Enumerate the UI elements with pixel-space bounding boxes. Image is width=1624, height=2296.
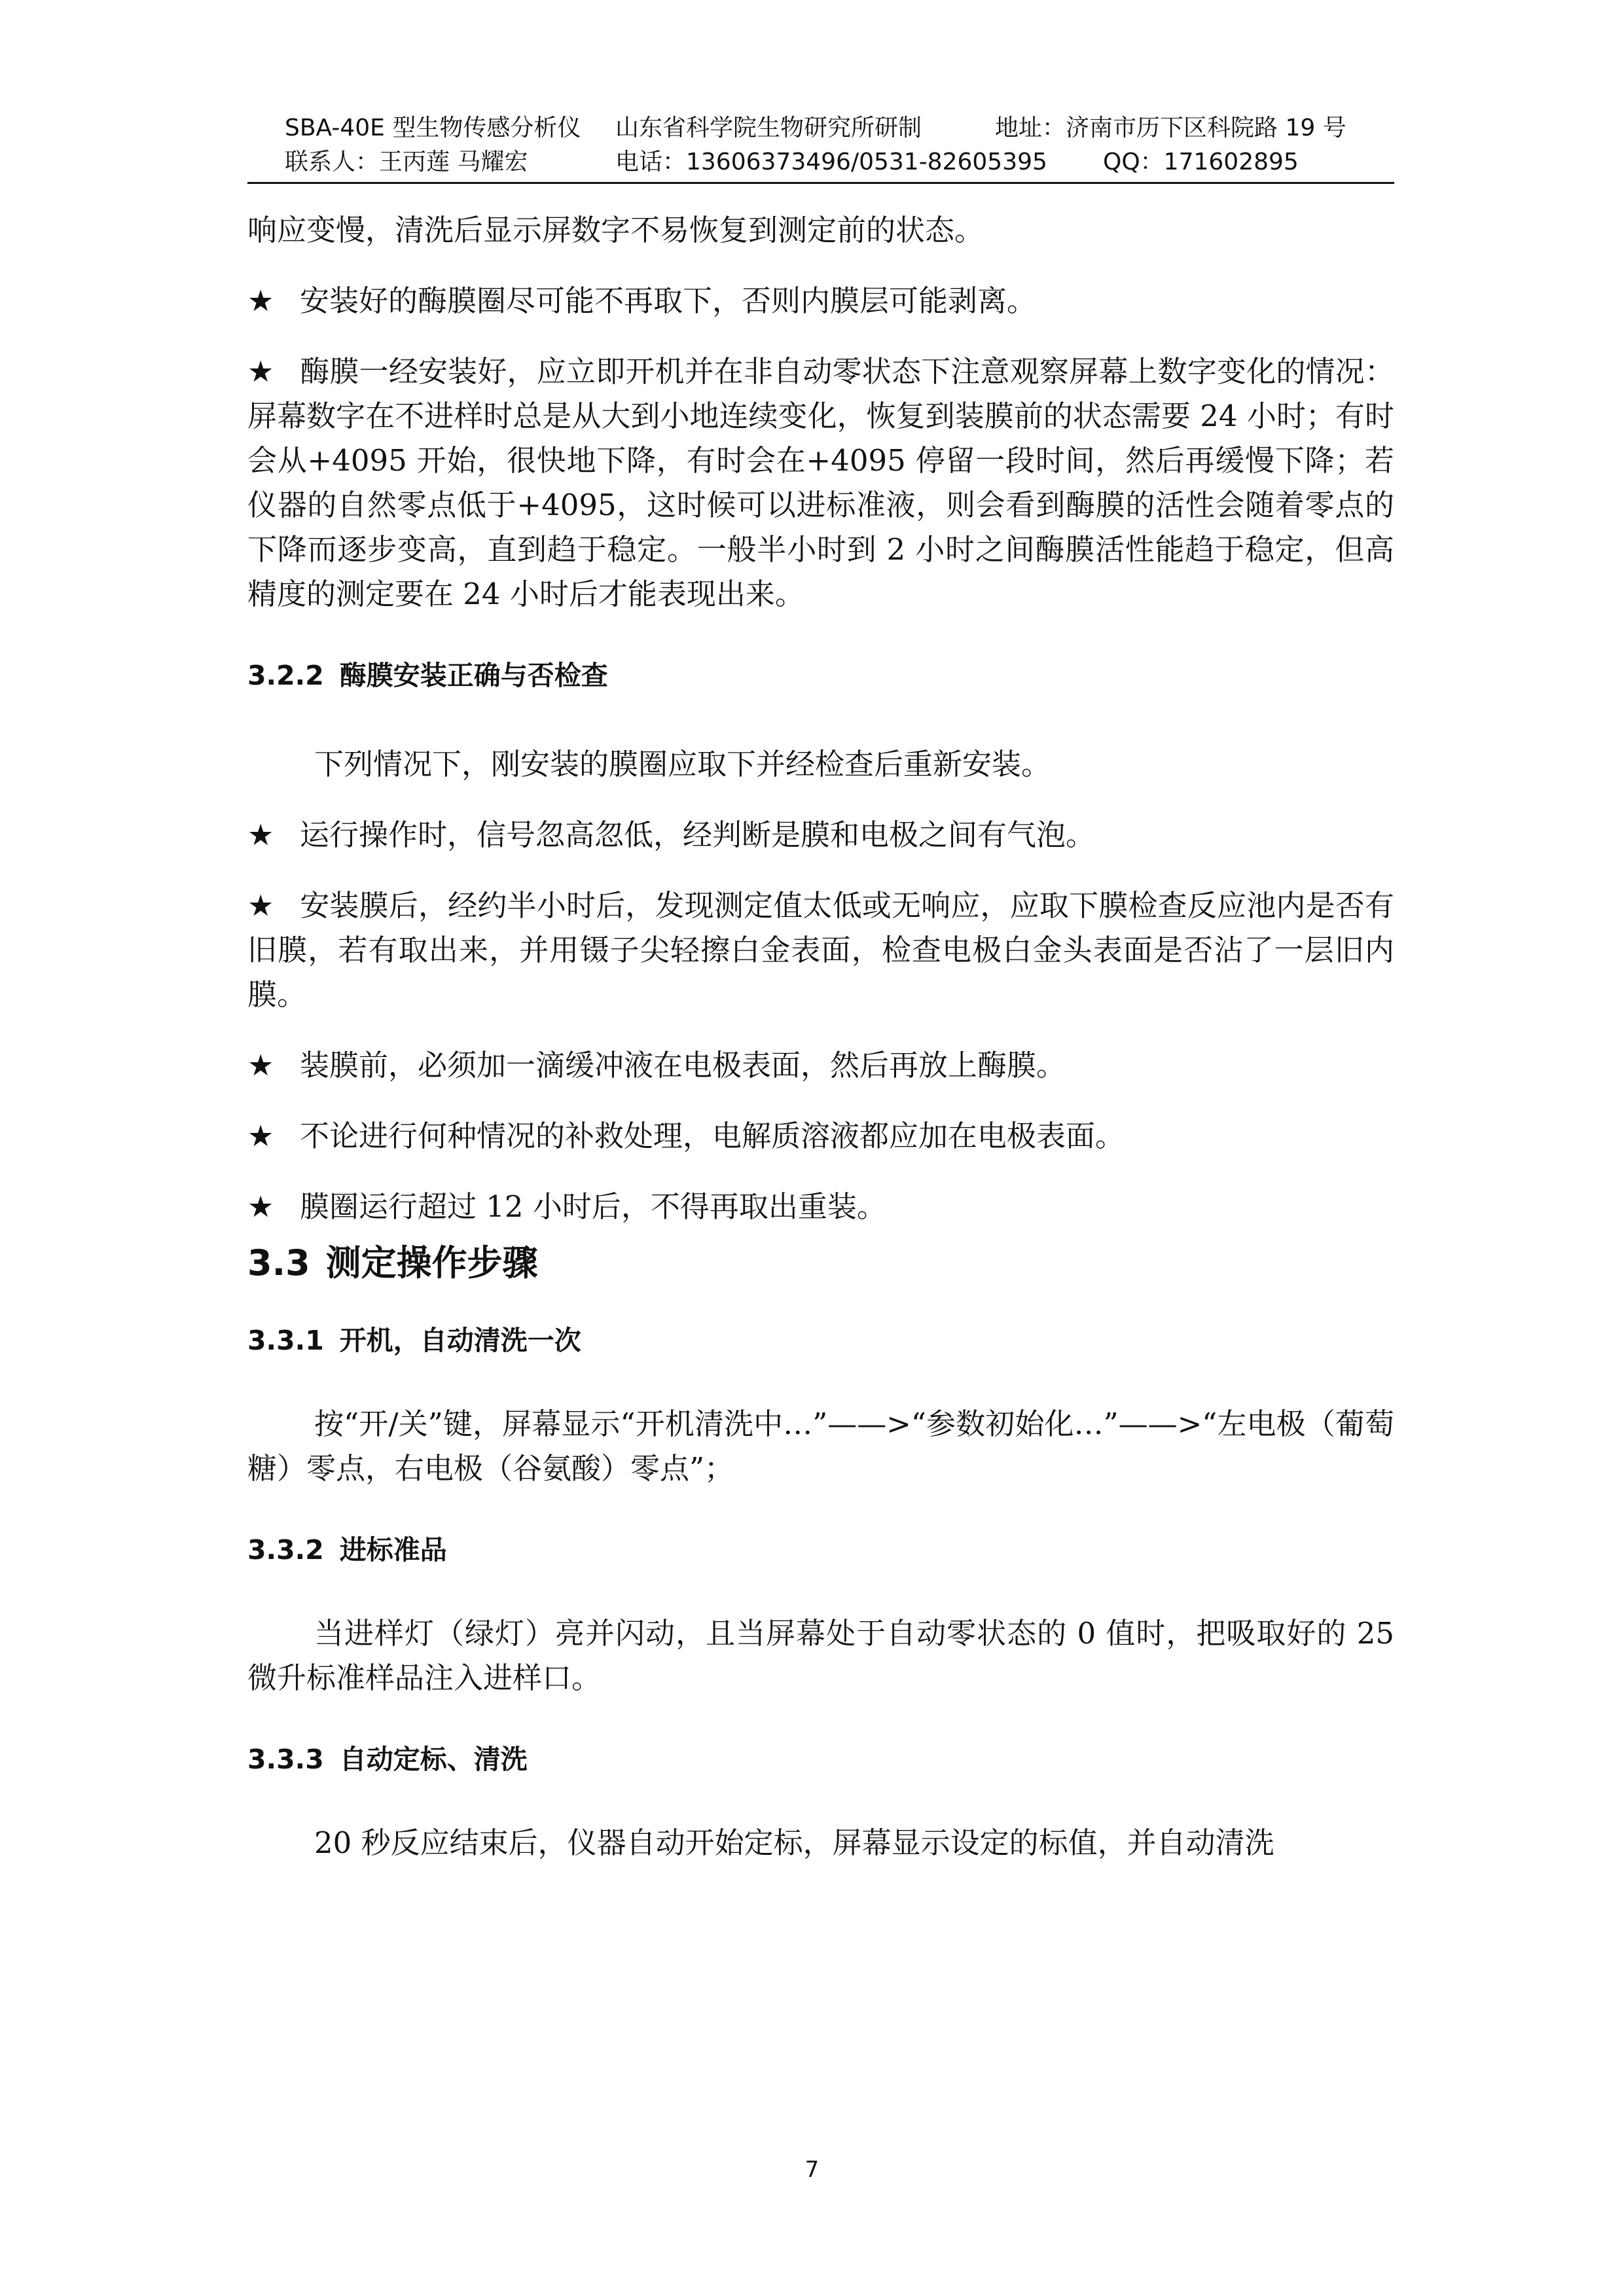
section-title: 自动定标、清洗 [339,1744,528,1775]
section-3-3-2-heading [247,1530,1394,1570]
header-qq: QQ：171602895 [1103,149,1299,175]
star-icon: ★ [247,817,274,852]
section-number: 3.3.3 [247,1744,324,1775]
star-icon: ★ [247,1119,274,1153]
bullet-4-text: 安装膜后，经约半小时后，发现测定值太低或无响应，应取下膜检查反应池内是否有旧膜，若有取出来，并用镊子尖轻擦白金表面，检查电极白金头表面是否沾了一层旧内膜。 [247,888,1394,1012]
bullet-6 [247,1114,1394,1158]
header-contact: 联系人：王丙莲 马耀宏 [285,149,528,175]
section-title: 测定操作步骤 [325,1242,538,1283]
paragraph-3-3-3: 20 秒反应结束后，仪器自动开始定标，屏幕显示设定的标值，并自动清洗 [314,1825,1274,1860]
header-rule [247,182,1394,184]
section-3-3-3-heading [247,1740,1394,1779]
paragraph-3-2-2: 下列情况下，刚安装的膜圈应取下并经检查后重新安装。 [314,747,1051,781]
bullet-3 [247,813,1394,857]
star-icon: ★ [247,283,274,318]
header-phone: 电话：13606373496/0531-82605395 [615,149,1047,175]
page-body [247,196,1394,1865]
section-title: 开机，自动清洗一次 [339,1325,581,1356]
bullet-2-text: 酶膜一经安装好，应立即开机并在非自动零状态下注意观察屏幕上数字变化的情况：屏幕数字在不进样时总是从大到小地连续变化，恢复到装膜前的状态需要 24 小时；有时会从+4095 开始，很快地下降，有时会在+4095 停留一段时间，然后再缓慢下降；若仪器的自然零点低于+4095，这时候可以进标准液，则会看到酶膜的活性会随着零点的下降而逐步变高，直到趋于稳定。一般半小时到 2 小时之间酶膜活性能趋于稳定，但高精度的测定要在 24 小时后才能表现出来。 [247,354,1394,611]
star-icon: ★ [247,354,274,389]
paragraph-3-3-1: 按“开/关”键，屏幕显示“开机清洗中…”——>“参数初始化…”——>“左电极（葡萄糖）零点，右电极（谷氨酸）零点”； [247,1407,1394,1486]
section-3-2-2-heading [247,656,1394,695]
bullet-1 [247,279,1394,323]
page-header [285,111,1398,179]
bullet-1-text: 安装好的酶膜圈尽可能不再取下，否则内膜层可能剥离。 [300,283,1037,318]
page-number: 7 [804,2157,820,2183]
bullet-7-text: 膜圈运行超过 12 小时后，不得再取出重装。 [300,1189,886,1224]
star-icon: ★ [247,1189,274,1224]
bullet-6-text: 不论进行何种情况的补救处理，电解质溶液都应加在电极表面。 [300,1119,1125,1153]
bullet-4 [247,884,1394,1017]
section-3-3-heading [247,1238,1394,1288]
section-number: 3.2.2 [247,660,324,691]
bullet-3-text: 运行操作时，信号忽高忽低，经判断是膜和电极之间有气泡。 [300,817,1096,852]
section-number: 3.3.2 [247,1534,324,1566]
star-icon: ★ [247,1048,274,1083]
header-row-1 [285,111,1398,145]
paragraph-continued: 响应变慢，清洗后显示屏数字不易恢复到测定前的状态。 [247,213,984,247]
header-row-2 [285,145,1398,179]
section-number: 3.3 [247,1242,310,1283]
paragraph-3-3-2: 当进样灯（绿灯）亮并闪动，且当屏幕处于自动零状态的 0 值时，把吸取好的 25 微升标准样品注入进样口。 [247,1616,1394,1695]
bullet-5 [247,1043,1394,1088]
header-address: 地址：济南市历下区科院路 19 号 [995,115,1346,141]
header-product: SBA-40E 型生物传感分析仪 [285,115,581,141]
star-icon: ★ [247,888,274,923]
bullet-2 [247,350,1394,617]
section-title: 酶膜安装正确与否检查 [339,660,608,691]
bullet-7 [247,1185,1394,1229]
header-maker: 山东省科学院生物研究所研制 [615,115,922,141]
section-title: 进标准品 [339,1534,447,1566]
section-3-3-1-heading [247,1321,1394,1360]
bullet-5-text: 装膜前，必须加一滴缓冲液在电极表面，然后再放上酶膜。 [300,1048,1066,1083]
section-number: 3.3.1 [247,1325,324,1356]
